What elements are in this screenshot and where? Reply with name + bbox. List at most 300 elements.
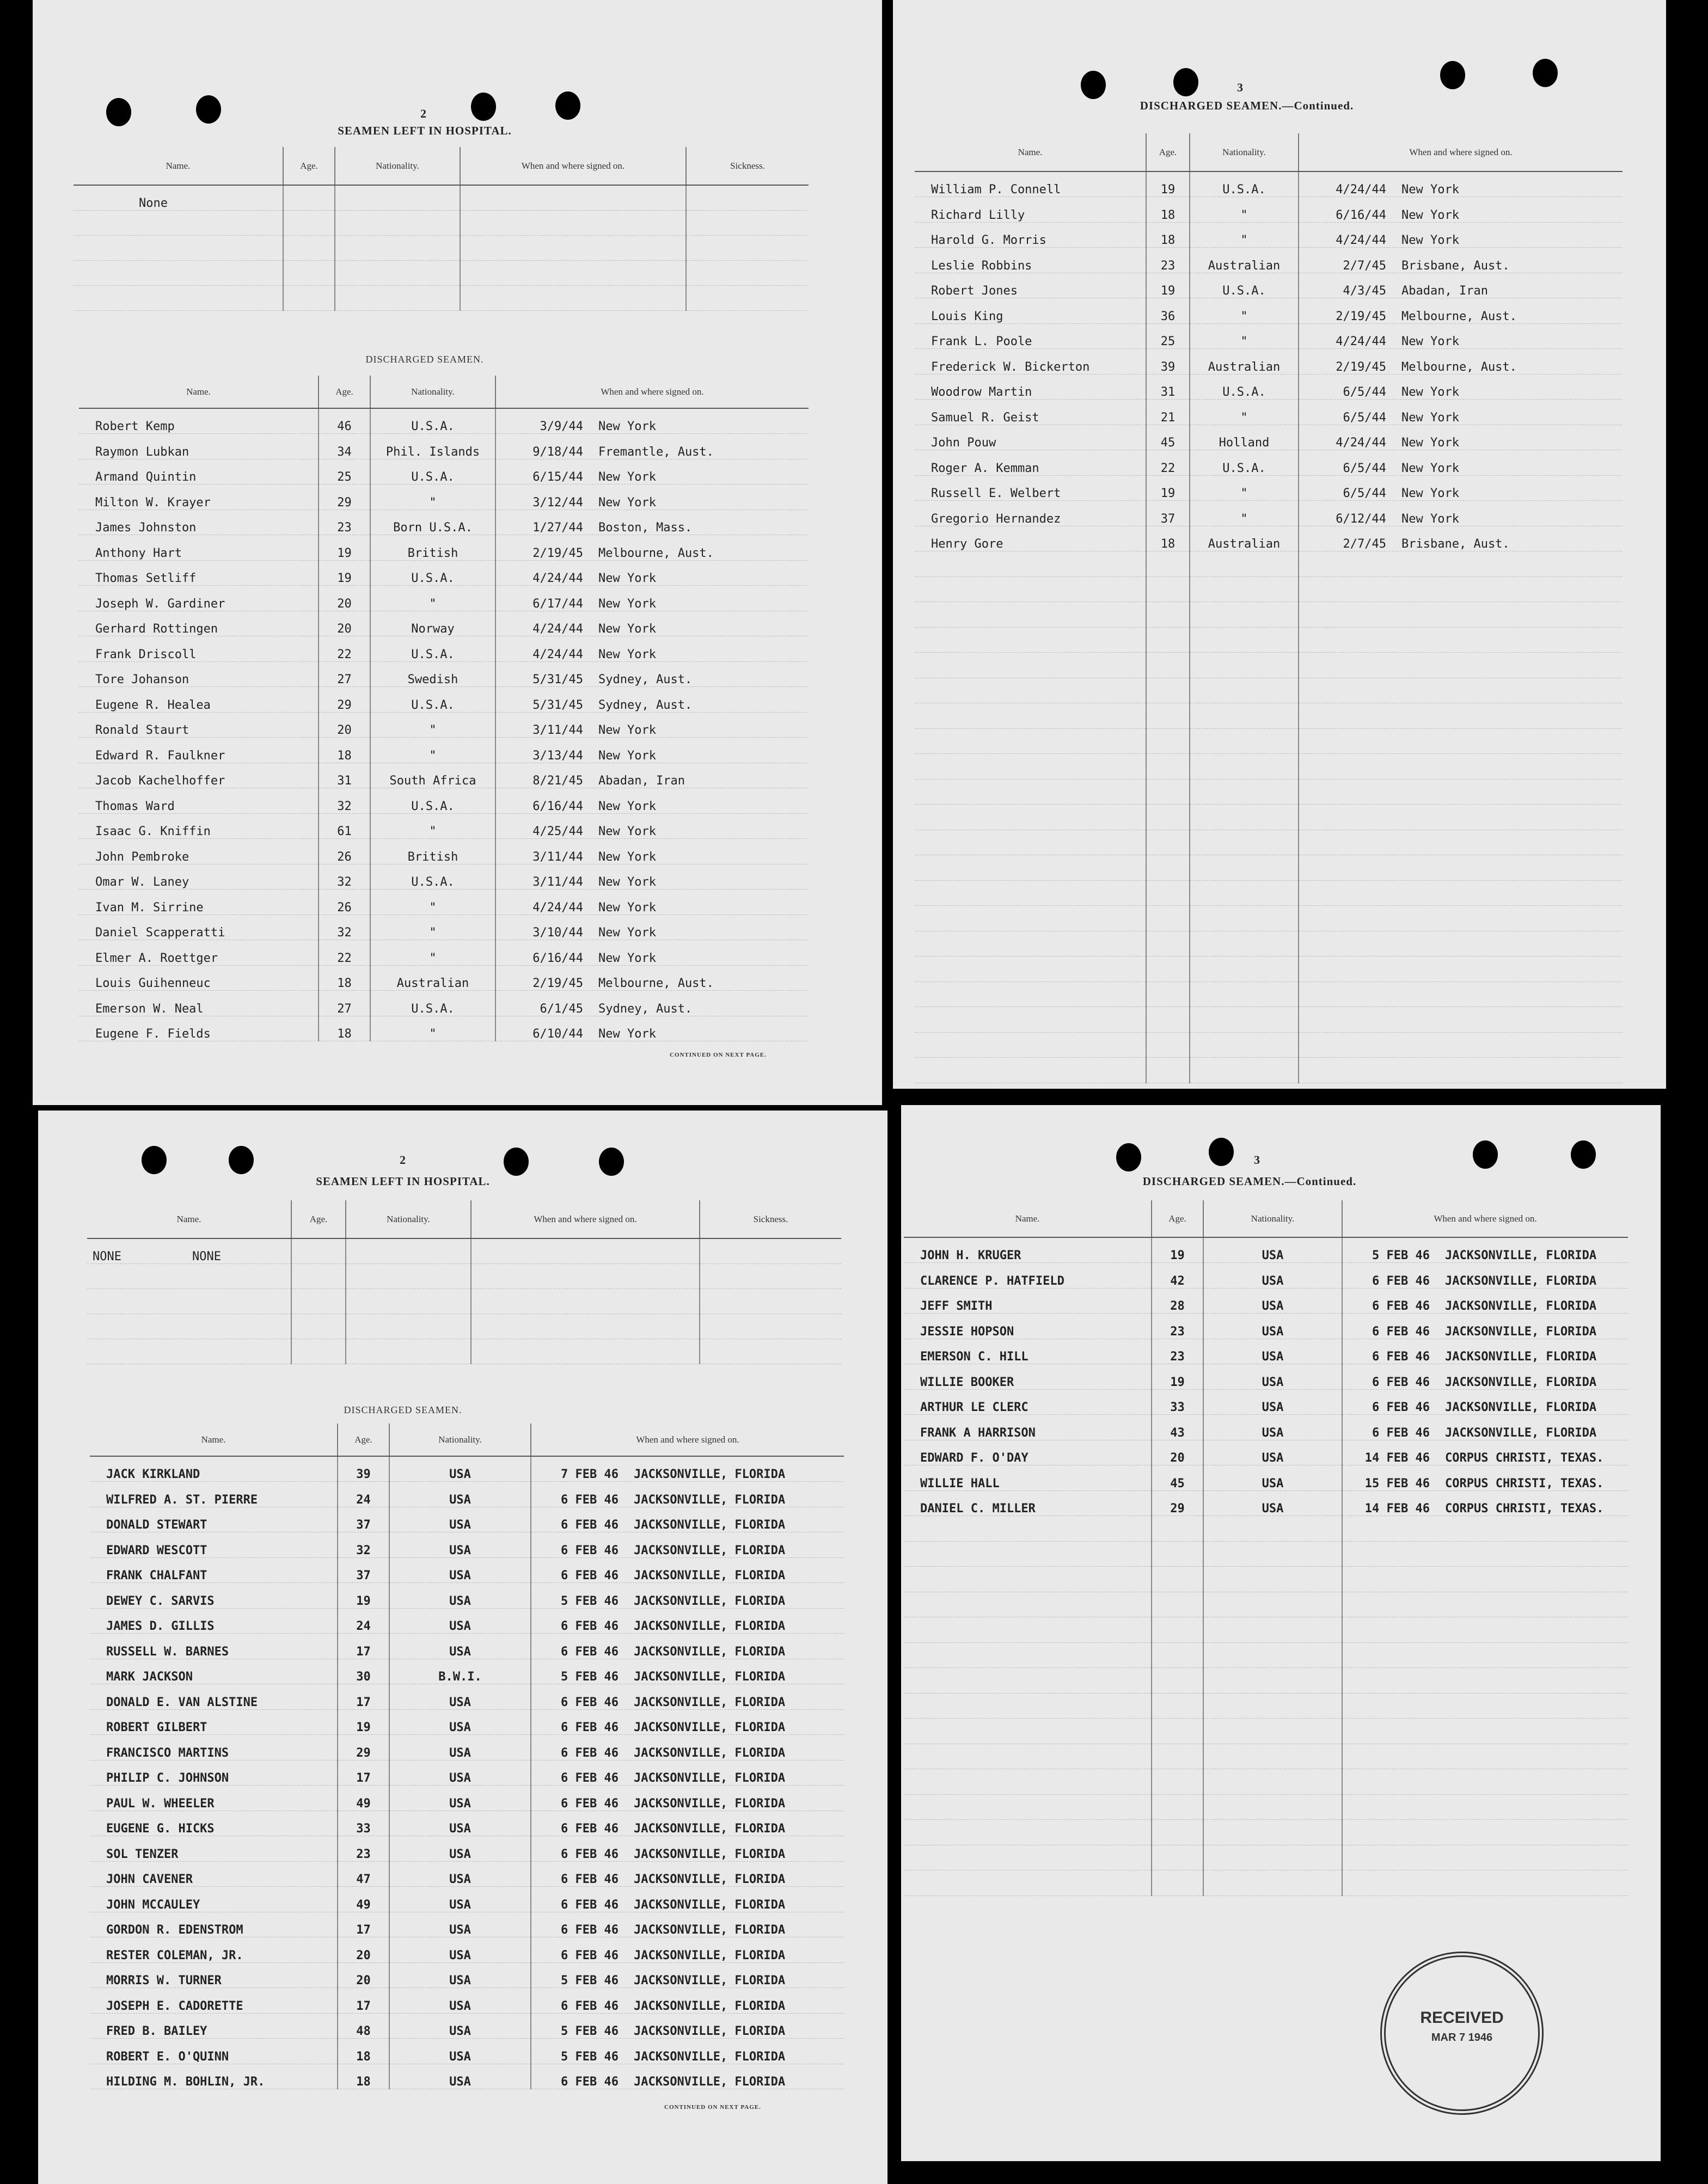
discharged-heading: DISCHARGED SEAMEN.—Continued. bbox=[1142, 1175, 1357, 1188]
signed-on-date: 3/11/44 bbox=[532, 723, 583, 737]
seaman-age: 30 bbox=[338, 1659, 389, 1684]
seaman-name: Russell E. Welbert bbox=[915, 475, 1146, 501]
signed-on-cell bbox=[495, 434, 809, 459]
seaman-name: FRED B. BAILEY bbox=[90, 2013, 338, 2039]
seaman-name: William P. Connell bbox=[915, 171, 1146, 197]
signed-on-place: JACKSONVILLE, FLORIDA bbox=[634, 1543, 786, 1557]
signed-on-cell bbox=[531, 1811, 844, 1836]
signed-on-date: 6 FEB 46 bbox=[561, 1898, 619, 1912]
seaman-age: 32 bbox=[319, 864, 370, 889]
seaman-nationality: " bbox=[370, 813, 495, 839]
seaman-age: 31 bbox=[1146, 374, 1190, 400]
hospital-table bbox=[87, 1200, 841, 1364]
signed-on-date: 5 FEB 46 bbox=[561, 1670, 619, 1684]
seaman-nationality: Australian bbox=[1190, 526, 1299, 551]
blank-row bbox=[904, 1592, 1628, 1617]
signed-on-cell bbox=[1342, 1415, 1628, 1440]
seaman-name: JEFF SMITH bbox=[904, 1288, 1152, 1314]
col-nationality: Nationality. bbox=[335, 147, 460, 185]
seaman-nationality: U.S.A. bbox=[370, 864, 495, 889]
seaman-name: John Pembroke bbox=[79, 839, 319, 864]
table-row bbox=[90, 1912, 844, 1937]
seaman-age: 18 bbox=[338, 2039, 389, 2064]
signed-on-cell bbox=[531, 2039, 844, 2064]
blank-row bbox=[915, 703, 1623, 729]
table-row bbox=[90, 1836, 844, 1862]
signed-on-cell bbox=[531, 1912, 844, 1937]
signed-on-place: New York bbox=[598, 622, 656, 636]
table-row bbox=[915, 425, 1623, 450]
seaman-nationality: USA bbox=[389, 1912, 531, 1937]
sheet-top-left bbox=[33, 0, 882, 1105]
table-row bbox=[79, 434, 809, 459]
seaman-age: 19 bbox=[1146, 475, 1190, 501]
signed-on-place: JACKSONVILLE, FLORIDA bbox=[634, 1873, 786, 1886]
seaman-age: 25 bbox=[1146, 323, 1190, 349]
signed-on-place: Melbourne, Aust. bbox=[1401, 309, 1517, 323]
signed-on-date: 6 FEB 46 bbox=[561, 1518, 619, 1532]
seaman-nationality: " bbox=[1190, 298, 1299, 324]
table-row bbox=[90, 1962, 844, 1988]
seaman-age: 28 bbox=[1152, 1288, 1203, 1314]
seaman-name: FRANK CHALFANT bbox=[90, 1557, 338, 1583]
seaman-nationality: USA bbox=[1203, 1465, 1342, 1491]
seaman-age: 29 bbox=[1152, 1490, 1203, 1516]
seaman-nationality: USA bbox=[389, 1709, 531, 1735]
seaman-age: 36 bbox=[1146, 298, 1190, 324]
signed-on-place: New York bbox=[598, 850, 656, 864]
signed-on-place: JACKSONVILLE, FLORIDA bbox=[634, 1518, 786, 1532]
signed-on-cell bbox=[1299, 248, 1623, 273]
signed-on-cell bbox=[495, 408, 809, 434]
signed-on-date: 6 FEB 46 bbox=[1372, 1350, 1430, 1364]
signed-on-cell bbox=[531, 1988, 844, 2014]
signed-on-place: Melbourne, Aust. bbox=[598, 977, 714, 990]
discharged-heading: DISCHARGED SEAMEN. bbox=[365, 354, 484, 365]
signed-on-date: 4/24/44 bbox=[532, 572, 583, 585]
seaman-name: John Pouw bbox=[915, 425, 1146, 450]
table-row bbox=[90, 1735, 844, 1760]
table-row bbox=[915, 298, 1623, 324]
signed-on-date: 6 FEB 46 bbox=[561, 1721, 619, 1734]
signed-on-place: New York bbox=[1401, 385, 1459, 399]
table-row bbox=[904, 1263, 1628, 1289]
table-row bbox=[90, 1861, 844, 1887]
table-row bbox=[90, 1608, 844, 1634]
punch-hole bbox=[471, 93, 496, 121]
signed-on-place: New York bbox=[598, 1027, 656, 1041]
signed-on-cell bbox=[495, 813, 809, 839]
seaman-name: EDWARD WESCOTT bbox=[90, 1532, 338, 1558]
seaman-name: Emerson W. Neal bbox=[79, 991, 319, 1016]
table-row bbox=[904, 1314, 1628, 1339]
signed-on-date: 6 FEB 46 bbox=[561, 1493, 619, 1507]
col-signed-on: When and where signed on. bbox=[1342, 1200, 1628, 1237]
seaman-nationality: USA bbox=[389, 1532, 531, 1558]
seaman-nationality: B.W.I. bbox=[389, 1659, 531, 1684]
seaman-nationality: USA bbox=[389, 1760, 531, 1786]
seaman-name: Woodrow Martin bbox=[915, 374, 1146, 400]
col-nationality: Nationality. bbox=[1203, 1200, 1342, 1237]
signed-on-date: 2/19/45 bbox=[532, 546, 583, 560]
signed-on-date: 6/16/44 bbox=[532, 799, 583, 813]
signed-on-place: New York bbox=[1401, 410, 1459, 425]
signed-on-date: 2/7/45 bbox=[1343, 259, 1386, 273]
seaman-name: JOSEPH E. CADORETTE bbox=[90, 1988, 338, 2014]
signed-on-cell bbox=[531, 1962, 844, 1988]
signed-on-date: 4/24/44 bbox=[532, 900, 583, 915]
seaman-age: 37 bbox=[338, 1557, 389, 1583]
seaman-name: JOHN H. KRUGER bbox=[904, 1237, 1152, 1263]
table-row bbox=[79, 839, 809, 864]
signed-on-place: Melbourne, Aust. bbox=[598, 546, 714, 560]
blank-row bbox=[915, 805, 1623, 830]
table-row bbox=[90, 1583, 844, 1609]
table-row bbox=[79, 611, 809, 636]
seaman-age: 20 bbox=[1152, 1440, 1203, 1465]
blank-row bbox=[915, 1007, 1623, 1033]
seaman-nationality: U.S.A. bbox=[370, 459, 495, 484]
signed-on-place: JACKSONVILLE, FLORIDA bbox=[634, 1847, 786, 1861]
seaman-name: Daniel Scapperatti bbox=[79, 915, 319, 940]
signed-on-place: CORPUS CHRISTI, TEXAS. bbox=[1445, 1476, 1604, 1490]
signed-on-place: JACKSONVILLE, FLORIDA bbox=[634, 1493, 786, 1507]
seaman-age: 46 bbox=[319, 408, 370, 434]
signed-on-date: 6 FEB 46 bbox=[1372, 1375, 1430, 1389]
seaman-age: 23 bbox=[1152, 1314, 1203, 1339]
signed-on-cell bbox=[1299, 197, 1623, 223]
seaman-nationality: " bbox=[370, 940, 495, 966]
signed-on-date: 6 FEB 46 bbox=[1372, 1426, 1430, 1440]
signed-on-place: New York bbox=[598, 495, 656, 510]
page-number: 2 bbox=[400, 1153, 406, 1167]
blank-row bbox=[915, 602, 1623, 628]
table-row bbox=[79, 459, 809, 484]
table-row bbox=[79, 510, 809, 535]
signed-on-cell bbox=[495, 839, 809, 864]
signed-on-cell bbox=[1342, 1263, 1628, 1289]
seaman-nationality: USA bbox=[1203, 1288, 1342, 1314]
seaman-name: ROBERT GILBERT bbox=[90, 1709, 338, 1735]
seaman-age: 20 bbox=[319, 712, 370, 738]
signed-on-place: New York bbox=[598, 597, 656, 611]
signed-on-place: Abadan, Iran bbox=[598, 774, 685, 788]
table-row bbox=[90, 1786, 844, 1811]
table-row bbox=[79, 763, 809, 788]
signed-on-date: 6/5/44 bbox=[1343, 461, 1386, 475]
continued-note: CONTINUED ON NEXT PAGE. bbox=[670, 1052, 767, 1058]
signed-on-date: 4/24/44 bbox=[1336, 183, 1386, 197]
signed-on-cell bbox=[531, 1709, 844, 1735]
signed-on-cell bbox=[1299, 501, 1623, 526]
table-row bbox=[90, 1811, 844, 1836]
signed-on-date: 3/9/44 bbox=[540, 420, 583, 433]
seaman-name: Thomas Setliff bbox=[79, 560, 319, 586]
table-row bbox=[90, 1557, 844, 1583]
seaman-nationality: USA bbox=[1203, 1389, 1342, 1415]
seaman-nationality: USA bbox=[1203, 1339, 1342, 1364]
table-row bbox=[79, 965, 809, 991]
signed-on-place: New York bbox=[1401, 461, 1459, 475]
signed-on-cell bbox=[531, 1532, 844, 1558]
seaman-nationality: Australian bbox=[1190, 349, 1299, 375]
signed-on-cell bbox=[1342, 1490, 1628, 1516]
seaman-nationality: USA bbox=[1203, 1364, 1342, 1390]
signed-on-cell bbox=[531, 1735, 844, 1760]
table-row bbox=[904, 1415, 1628, 1440]
seaman-name: GORDON R. EDENSTROM bbox=[90, 1912, 338, 1937]
signed-on-cell bbox=[1342, 1237, 1628, 1263]
punch-hole bbox=[1571, 1140, 1596, 1169]
seaman-age: 17 bbox=[338, 1760, 389, 1786]
page-number: 2 bbox=[420, 107, 426, 120]
seaman-nationality: British bbox=[370, 839, 495, 864]
signed-on-cell bbox=[531, 1507, 844, 1532]
table-row bbox=[90, 1456, 844, 1482]
signed-on-place: JACKSONVILLE, FLORIDA bbox=[634, 1948, 786, 1962]
seaman-nationality: U.S.A. bbox=[1190, 374, 1299, 400]
seaman-name: RESTER COLEMAN, JR. bbox=[90, 1937, 338, 1963]
seaman-age: 27 bbox=[319, 661, 370, 687]
signed-on-date: 6/16/44 bbox=[1336, 208, 1386, 222]
signed-on-place: JACKSONVILLE, FLORIDA bbox=[634, 2050, 786, 2064]
table-row bbox=[79, 788, 809, 814]
seaman-name: DONALD STEWART bbox=[90, 1507, 338, 1532]
signed-on-date: 5/31/45 bbox=[532, 673, 583, 686]
discharged-heading: DISCHARGED SEAMEN.—Continued. bbox=[1140, 99, 1354, 112]
seaman-name: JESSIE HOPSON bbox=[904, 1314, 1152, 1339]
seaman-nationality: USA bbox=[389, 1608, 531, 1634]
signed-on-date: 6/5/44 bbox=[1343, 385, 1386, 399]
blank-row bbox=[904, 1820, 1628, 1845]
signed-on-place: JACKSONVILLE, FLORIDA bbox=[1445, 1299, 1597, 1313]
seaman-nationality: " bbox=[370, 738, 495, 763]
seaman-name: DONALD E. VAN ALSTINE bbox=[90, 1684, 338, 1710]
table-row bbox=[904, 1465, 1628, 1491]
seaman-age: 22 bbox=[1146, 450, 1190, 476]
seaman-nationality: South Africa bbox=[370, 763, 495, 788]
signed-on-date: 5 FEB 46 bbox=[561, 2050, 619, 2064]
signed-on-cell bbox=[1299, 349, 1623, 375]
signed-on-cell bbox=[531, 1786, 844, 1811]
signed-on-cell bbox=[495, 661, 809, 687]
seaman-age: 27 bbox=[319, 991, 370, 1016]
table-row bbox=[79, 738, 809, 763]
table-row bbox=[90, 2039, 844, 2064]
signed-on-place: JACKSONVILLE, FLORIDA bbox=[1445, 1249, 1597, 1262]
table-row bbox=[904, 1339, 1628, 1364]
seaman-age: 24 bbox=[338, 1608, 389, 1634]
discharged-table bbox=[904, 1200, 1628, 1896]
blank-row bbox=[915, 576, 1623, 602]
col-nationality: Nationality. bbox=[370, 376, 495, 408]
seaman-age: 18 bbox=[1146, 222, 1190, 248]
signed-on-cell bbox=[495, 712, 809, 738]
signed-on-cell bbox=[1299, 273, 1623, 298]
signed-on-date: 6/12/44 bbox=[1336, 512, 1386, 526]
sheet-bottom-right bbox=[901, 1105, 1661, 2161]
blank-row bbox=[915, 627, 1623, 653]
table-row bbox=[79, 408, 809, 434]
table-row bbox=[904, 1364, 1628, 1390]
blank-row bbox=[915, 880, 1623, 906]
signed-on-place: Sydney, Aust. bbox=[598, 698, 693, 712]
signed-on-date: 6 FEB 46 bbox=[1372, 1299, 1430, 1313]
blank-row bbox=[915, 956, 1623, 982]
signed-on-place: New York bbox=[1401, 512, 1459, 526]
seaman-name: MARK JACKSON bbox=[90, 1659, 338, 1684]
seaman-nationality: Born U.S.A. bbox=[370, 510, 495, 535]
signed-on-date: 14 FEB 46 bbox=[1364, 1502, 1430, 1516]
seaman-nationality: U.S.A. bbox=[1190, 171, 1299, 197]
signed-on-date: 9/18/44 bbox=[532, 445, 583, 459]
seaman-nationality: U.S.A. bbox=[1190, 450, 1299, 476]
signed-on-place: Sydney, Aust. bbox=[598, 1002, 693, 1016]
table-row bbox=[915, 273, 1623, 298]
signed-on-place: New York bbox=[1401, 487, 1459, 500]
blank-row bbox=[904, 1845, 1628, 1870]
seaman-name: Tore Johanson bbox=[79, 661, 319, 687]
blank-row bbox=[904, 1794, 1628, 1820]
seaman-name: Harold G. Morris bbox=[915, 222, 1146, 248]
signed-on-place: New York bbox=[598, 926, 656, 940]
blank-row bbox=[904, 1617, 1628, 1643]
seaman-nationality: Australian bbox=[370, 965, 495, 991]
seaman-nationality: U.S.A. bbox=[1190, 273, 1299, 298]
seaman-name: Omar W. Laney bbox=[79, 864, 319, 889]
signed-on-date: 6/10/44 bbox=[532, 1027, 583, 1041]
seaman-age: 45 bbox=[1146, 425, 1190, 450]
signed-on-place: JACKSONVILLE, FLORIDA bbox=[634, 2025, 786, 2038]
signed-on-place: New York bbox=[598, 951, 656, 965]
seaman-nationality: USA bbox=[1203, 1237, 1342, 1263]
col-signed-on: When and where signed on. bbox=[531, 1424, 844, 1456]
seaman-age: 37 bbox=[1146, 501, 1190, 526]
seaman-nationality: Australian bbox=[1190, 248, 1299, 273]
blank-row bbox=[915, 1058, 1623, 1083]
signed-on-date: 5/31/45 bbox=[532, 698, 583, 712]
seaman-name: Elmer A. Roettger bbox=[79, 940, 319, 966]
discharged-heading: DISCHARGED SEAMEN. bbox=[344, 1404, 462, 1415]
seaman-age: 20 bbox=[338, 1962, 389, 1988]
seaman-name: EMERSON C. HILL bbox=[904, 1339, 1152, 1364]
signed-on-date: 6/15/44 bbox=[532, 470, 583, 484]
table-row bbox=[915, 197, 1623, 223]
seaman-nationality: USA bbox=[389, 1684, 531, 1710]
signed-on-place: JACKSONVILLE, FLORIDA bbox=[1445, 1350, 1597, 1364]
table-row bbox=[79, 889, 809, 915]
seaman-nationality: USA bbox=[389, 1988, 531, 2014]
blank-row bbox=[915, 728, 1623, 754]
continued-note: CONTINUED ON NEXT PAGE. bbox=[664, 2104, 761, 2111]
seaman-name: Richard Lilly bbox=[915, 197, 1146, 223]
seaman-nationality: " bbox=[370, 484, 495, 510]
seaman-name: Armand Quintin bbox=[79, 459, 319, 484]
signed-on-cell bbox=[495, 687, 809, 713]
signed-on-date: 6/5/44 bbox=[1343, 410, 1386, 425]
seaman-name: ROBERT E. O'QUINN bbox=[90, 2039, 338, 2064]
seaman-age: 39 bbox=[1146, 349, 1190, 375]
seaman-name: EDWARD F. O'DAY bbox=[904, 1440, 1152, 1465]
seaman-age: 42 bbox=[1152, 1263, 1203, 1289]
punch-hole bbox=[106, 98, 131, 126]
signed-on-date: 6 FEB 46 bbox=[561, 1999, 619, 2013]
seaman-name: WILFRED A. ST. PIERRE bbox=[90, 1482, 338, 1507]
seaman-age: 49 bbox=[338, 1786, 389, 1811]
seaman-nationality: USA bbox=[389, 1735, 531, 1760]
signed-on-date: 2/19/45 bbox=[1336, 360, 1386, 374]
stamp-text: RECEIVED bbox=[1420, 2009, 1504, 2027]
seaman-nationality: " bbox=[370, 712, 495, 738]
seaman-name: Isaac G. Kniffin bbox=[79, 813, 319, 839]
punch-hole bbox=[229, 1146, 254, 1174]
signed-on-date: 6/5/44 bbox=[1343, 487, 1386, 500]
signed-on-cell bbox=[495, 991, 809, 1016]
seaman-nationality: USA bbox=[389, 1507, 531, 1532]
table-row bbox=[79, 1016, 809, 1041]
signed-on-cell bbox=[531, 2013, 844, 2039]
seaman-nationality: U.S.A. bbox=[370, 991, 495, 1016]
signed-on-place: New York bbox=[1401, 436, 1459, 450]
table-row bbox=[904, 1389, 1628, 1415]
signed-on-cell bbox=[531, 1659, 844, 1684]
signed-on-date: 6/17/44 bbox=[532, 597, 583, 611]
seaman-name: Thomas Ward bbox=[79, 788, 319, 814]
seaman-name: Frederick W. Bickerton bbox=[915, 349, 1146, 375]
table-row bbox=[915, 400, 1623, 425]
signed-on-place: CORPUS CHRISTI, TEXAS. bbox=[1445, 1502, 1604, 1516]
col-signed-on: When and where signed on. bbox=[460, 147, 686, 185]
signed-on-cell bbox=[495, 459, 809, 484]
punch-hole bbox=[196, 95, 221, 124]
seaman-name: JACK KIRKLAND bbox=[90, 1456, 338, 1482]
seaman-age: 17 bbox=[338, 1684, 389, 1710]
seaman-age: 19 bbox=[319, 560, 370, 586]
table-row bbox=[915, 501, 1623, 526]
seaman-age: 18 bbox=[1146, 526, 1190, 551]
seaman-age: 23 bbox=[1152, 1339, 1203, 1364]
table-row bbox=[90, 1937, 844, 1963]
blank-row bbox=[904, 1642, 1628, 1668]
table-row bbox=[79, 712, 809, 738]
signed-on-place: JACKSONVILLE, FLORIDA bbox=[634, 1923, 786, 1937]
col-signed-on: When and where signed on. bbox=[471, 1200, 700, 1238]
seaman-name: Frank Driscoll bbox=[79, 636, 319, 662]
seaman-name: Henry Gore bbox=[915, 526, 1146, 551]
seaman-name: Raymon Lubkan bbox=[79, 434, 319, 459]
seaman-nationality: " bbox=[1190, 400, 1299, 425]
signed-on-date: 8/21/45 bbox=[532, 774, 583, 788]
signed-on-place: JACKSONVILLE, FLORIDA bbox=[1445, 1375, 1597, 1389]
seaman-age: 61 bbox=[319, 813, 370, 839]
col-age: Age. bbox=[1152, 1200, 1203, 1237]
table-row bbox=[90, 1887, 844, 1912]
blank-row bbox=[915, 981, 1623, 1007]
signed-on-cell bbox=[531, 1937, 844, 1963]
signed-on-place: JACKSONVILLE, FLORIDA bbox=[634, 1468, 786, 1481]
blank-row bbox=[915, 830, 1623, 855]
seaman-nationality: USA bbox=[389, 1811, 531, 1836]
table-row bbox=[79, 636, 809, 662]
table-row bbox=[90, 1482, 844, 1507]
signed-on-place: New York bbox=[1401, 208, 1459, 222]
blank-row bbox=[915, 678, 1623, 703]
signed-on-date: 4/24/44 bbox=[532, 647, 583, 661]
signed-on-date: 6 FEB 46 bbox=[561, 1569, 619, 1582]
table-row bbox=[904, 1440, 1628, 1465]
signed-on-cell bbox=[1342, 1389, 1628, 1415]
table-row bbox=[915, 349, 1623, 375]
